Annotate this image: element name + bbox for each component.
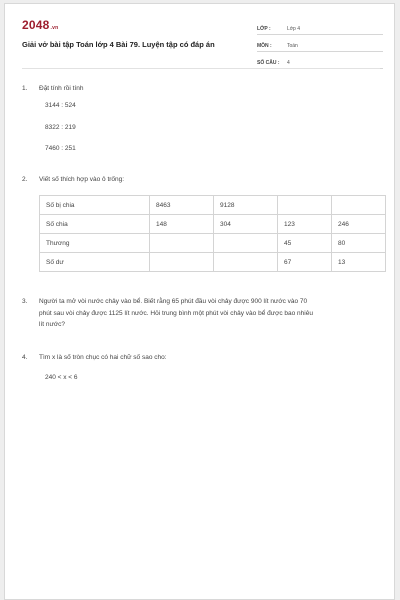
table-cell: Thương: [40, 234, 150, 253]
table-cell: [150, 234, 214, 253]
question-4: [22, 352, 167, 364]
exercise-item: 7460 : 251: [45, 145, 76, 152]
meta-row-subject: [257, 35, 383, 52]
inequality-expression: 240 < x < 6: [45, 374, 78, 381]
document-page: [4, 3, 395, 600]
table-cell: 8463: [150, 196, 214, 215]
table-cell: Số chia: [40, 215, 150, 234]
question-1: [22, 83, 83, 95]
meta-label: LỚP :: [257, 26, 271, 32]
table-cell: 67: [278, 253, 332, 272]
question-3: [22, 296, 313, 331]
table-row: [40, 215, 386, 234]
table-cell: 45: [278, 234, 332, 253]
table-cell: 148: [150, 215, 214, 234]
table-cell: 13: [332, 253, 386, 272]
meta-label: MÔN :: [257, 43, 272, 49]
table-cell: [214, 234, 278, 253]
meta-panel: [257, 18, 383, 69]
meta-row-class: [257, 18, 383, 35]
table-cell: 123: [278, 215, 332, 234]
meta-value: Toán: [287, 43, 298, 49]
question-number: 1.: [22, 85, 28, 92]
logo-domain: .vn: [50, 25, 59, 31]
table-cell: [332, 196, 386, 215]
exercise-item: 3144 : 524: [45, 102, 76, 109]
question-text: [39, 296, 313, 331]
question-line: phút sau vòi chảy được 1125 lít nước. Hỏi trung bình một phút vòi chảy vào bể được bao nhiêu: [39, 309, 313, 317]
table-row: [40, 234, 386, 253]
meta-value: Lớp 4: [287, 26, 301, 32]
table-cell: [278, 196, 332, 215]
page-title: Giải vở bài tập Toán lớp 4 Bài 79. Luyện tập có đáp án: [22, 40, 215, 49]
table-cell: [214, 253, 278, 272]
answer-table: [39, 195, 386, 272]
question-number: 4.: [22, 354, 28, 361]
table-cell: 304: [214, 215, 278, 234]
question-number: 3.: [22, 298, 28, 305]
exercise-item: 8322 : 219: [45, 124, 76, 131]
question-line: lít nước?: [39, 321, 65, 328]
table-row: [40, 253, 386, 272]
table-cell: 246: [332, 215, 386, 234]
meta-row-count: [257, 52, 383, 69]
table-cell: 80: [332, 234, 386, 253]
question-2: [22, 174, 124, 186]
table-cell: Số dư: [40, 253, 150, 272]
table-cell: 9128: [214, 196, 278, 215]
question-number: 2.: [22, 176, 28, 183]
header-divider: [22, 68, 380, 69]
logo-text: 2048: [22, 18, 50, 32]
table-row: [40, 196, 386, 215]
question-text: Đặt tính rồi tính: [39, 85, 84, 92]
table-cell: Số bị chia: [40, 196, 150, 215]
table-cell: [150, 253, 214, 272]
question-text: Viết số thích hợp vào ô trống:: [39, 176, 125, 183]
site-logo[interactable]: [22, 18, 58, 32]
question-line: Người ta mở vòi nước chảy vào bể. Biết rằng 65 phút đầu vòi chảy được 900 lít nước vào 70: [39, 298, 308, 305]
meta-value: 4: [287, 60, 290, 66]
question-text: Tìm x là số tròn chục có hai chữ số sao cho:: [39, 354, 167, 361]
meta-label: SỐ CÂU :: [257, 60, 280, 66]
